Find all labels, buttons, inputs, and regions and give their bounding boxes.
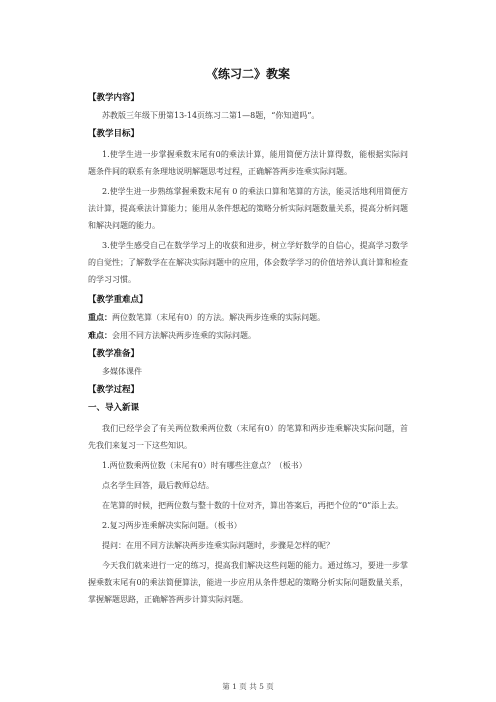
focus-label: 重点： <box>88 313 112 322</box>
focus-line <box>88 312 408 324</box>
process-paragraph-5: 2.复习两步连乘解决实际问题。（板书） <box>102 521 242 530</box>
preparation-text: 多媒体课件 <box>102 367 142 376</box>
difficulty-line <box>88 330 408 342</box>
focus-text: 两位数笔算（末尾有0）的方法。解决两步连乘的实际问题。 <box>112 313 326 322</box>
process-paragraph-6: 提问：在用不同方法解决两步连乘实际问题时，步骤是怎样的呢？ <box>102 541 334 550</box>
process-paragraph-4: 在笔算的时候，把两位数与整十数的十位对齐，算出答案后，再把个位的“0”添上去。 <box>102 501 404 510</box>
section-heading-process: 【教学过程】 <box>88 385 140 395</box>
section-heading-preparation: 【教学准备】 <box>88 349 140 359</box>
section-heading-key-points: 【教学重难点】 <box>88 295 148 305</box>
page-footer: 第 1 页 共 5 页 <box>222 682 274 691</box>
difficulty-text: 会用不同方法解决两步连乘的实际问题。 <box>112 331 256 340</box>
section-heading-goals: 【教学目标】 <box>88 129 140 139</box>
goal-item-1: 1.使学生进一步掌握乘数末尾有0的乘法计算，能用简便方法计算得数，能根据实际问题条件间的联系有条理地说明解题思考过程，正确解答两步连乘实际问题。 <box>88 150 408 176</box>
process-paragraph-7: 今天我们就来进行一定的练习，提高我们解决这些问题的能力。通过练习，要进一步掌握乘数末尾有0的乘法简便算法，能进一步应用从条件想起的策略分析实际问题数量关系，掌握解题思路，正确解答两步计算实际问题。 <box>88 561 408 604</box>
process-paragraph-2: 1.两位数乘两位数（末尾有0）时有哪些注意点？（板书） <box>102 461 307 470</box>
document-title: 《练习二》教案 <box>205 67 290 81</box>
content-text: 苏教版三年级下册第13-14页练习二第1—8题，“你知道吗”。 <box>102 111 320 120</box>
section-heading-content: 【教学内容】 <box>88 93 140 103</box>
goal-item-2: 2.使学生进一步熟练掌握乘数末尾有 0 的乘法口算和笔算的方法，能灵活地利用简便方法计算，提高乘法计算能力；能用从条件想起的策略分析实际问题数量关系，提高分析问题和解决问题的能力。 <box>88 187 408 230</box>
process-subheading: 一、导入新课 <box>88 403 140 413</box>
process-paragraph-3: 点名学生回答，最后教师总结。 <box>102 481 214 490</box>
process-paragraph-1: 我们已经学会了有关两位数乘两位数（末尾有0）的笔算和两步连乘解决实际问题，首先我们来复习一下这些知识。 <box>88 424 408 450</box>
goal-item-3: 3.使学生感受自己在数学学习上的收获和进步，树立学好数学的自信心，提高学习数学的自觉性；了解数学在在解决实际问题中的应用，体会数学学习的价值培养认真计算和检查的学习习惯。 <box>88 241 408 284</box>
difficulty-label: 难点： <box>88 331 112 340</box>
